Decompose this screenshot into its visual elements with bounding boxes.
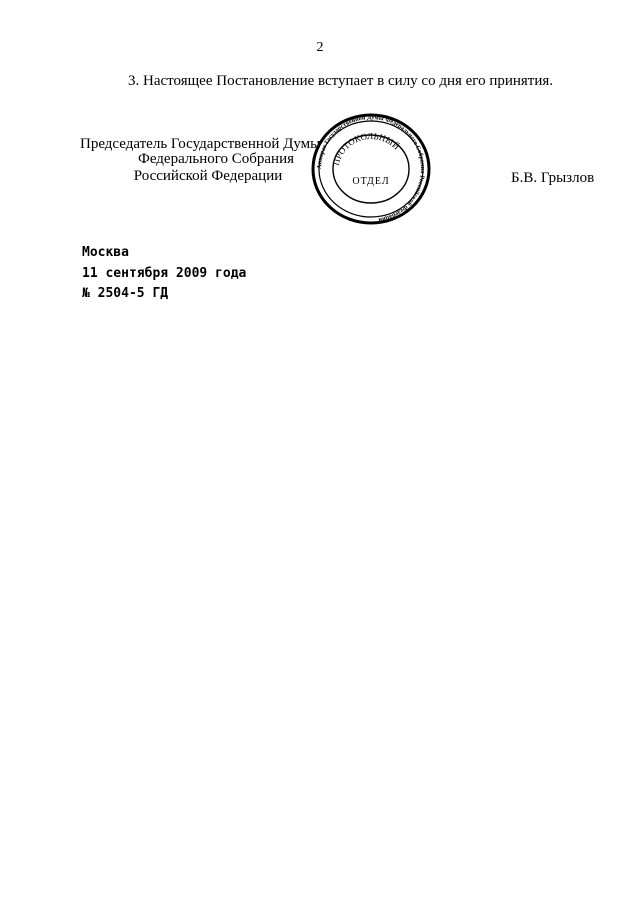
resolution-clause: 3. Настоящее Постановление вступает в силу со дня его принятия.	[128, 73, 554, 89]
page-number: 2	[316, 40, 324, 55]
signatory-title-line-2: Федерального Собрания	[137, 151, 295, 167]
seal-ring-text: Аппарат Государственной Думы Федерального Собрания Российской Федерации	[315, 113, 427, 224]
signing-date: 11 сентября 2009 года	[82, 266, 247, 281]
signatory-title-line-3: Российской Федерации	[133, 168, 283, 184]
document-number: № 2504-5 ГД	[82, 286, 169, 301]
official-seal-stamp	[306, 112, 436, 227]
seal-inner-code: ОТДЕЛ	[352, 176, 390, 187]
signer-name: Б.В. Грызлов	[511, 170, 595, 186]
signatory-title-line-1: Председатель Государственной Думы	[80, 136, 321, 152]
seal-inner-text: ПРОТОКОЛЬНЫЙ	[330, 130, 402, 167]
place-of-signing: Москва	[82, 245, 129, 260]
